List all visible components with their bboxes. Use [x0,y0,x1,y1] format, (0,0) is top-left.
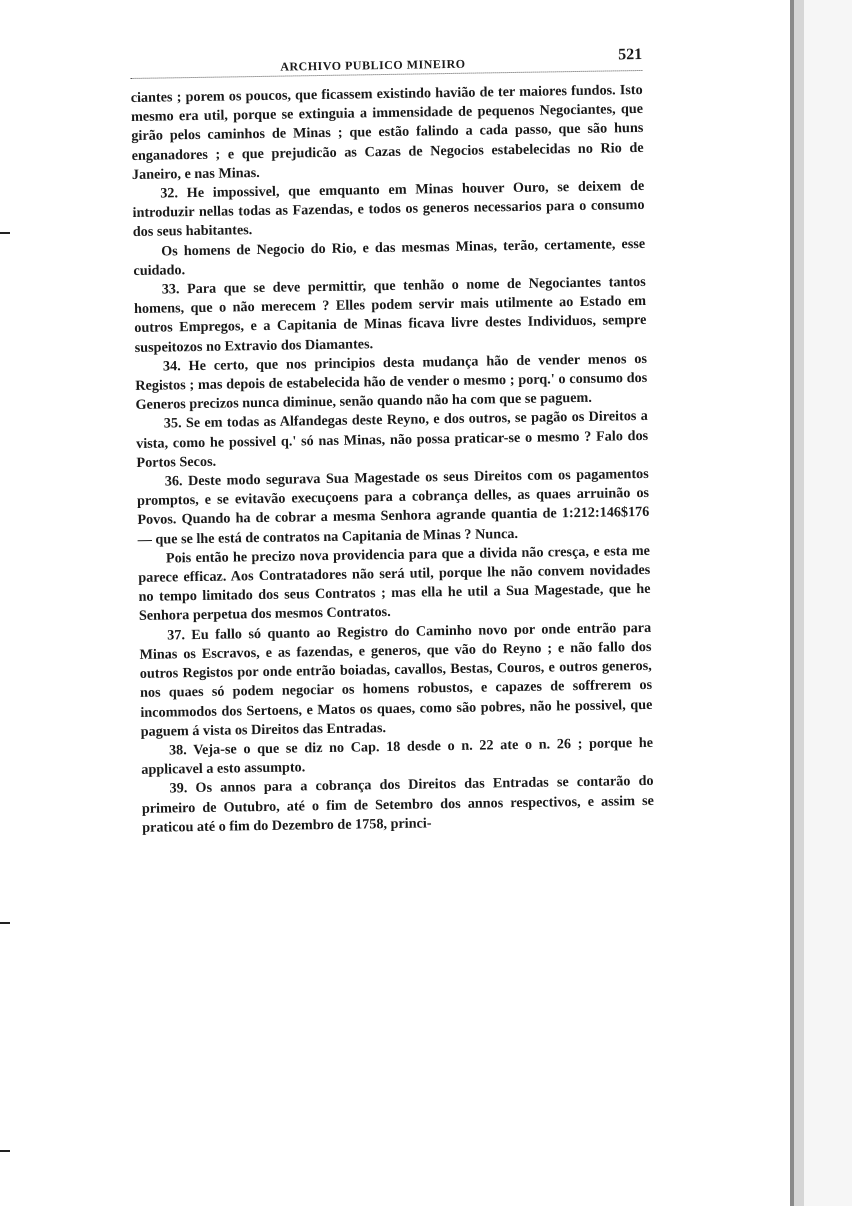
paragraph: 34. He certo, que nos principios desta mudança hão de vender menos os Registos ; mas depois de estabelecida hão de vender o mesmo ; porq.' o consumo dos Generos precizos nunca diminue, senão quando não ha com que se paguem. [135,350,648,414]
document-page [130,42,654,838]
running-header [130,42,642,79]
paragraph: 38. Veja-se o que se diz no Cap. 18 desde o n. 22 ate o n. 26 ; porque he applicavel a esto assumpto. [141,734,654,779]
paragraph: 35. Se em todas as Alfandegas deste Reyno, e dos outros, se pagão os Direitos a vista, como he possivel q.' só nas Minas, não possa praticar-se o mesmo ? Falo dos Portos Secos. [136,408,649,471]
scan-margin [804,0,852,1206]
paragraph: 39. Os annos para a cobrança dos Direitos das Entradas se contarão do primeiro de Outubro, até o fim de Setembro dos annos respectivos, e assim se praticou até o fim do Dezembro de 1758, princi- [141,773,654,836]
margin-mark [0,1150,10,1152]
paragraph: Os homens de Negocio do Rio, e das mesmas Minas, terão, certamente, esse cuidado. [133,235,646,279]
paragraph: 37. Eu fallo só quanto ao Registro do Caminho novo por onde entrão para Minas os Escravos, e as fazendas, e generos, que vão do Reyno ; e não fallo dos outros Registos por onde entrão boiadas, cavallos, Bestas, Couros, e outros generos, nos quaes só podem negociar os homens robustos, e capazes de soffrerem os incommodos dos Sertoens, e Matos os quaes, como são pobres, não he possivel, que paguem á vista os Direitos das Entradas. [139,619,653,740]
paragraph: Pois então he precizo nova providencia para que a divida não cresça, e esta me parece efficaz. Aos Contratadores não será util, porque lhe não convem novidades no tempo limitado dos seus Contratos ; mas ella he util a Sua Magestade, que he Senhora perpetua dos mesmos Contratos. [138,542,651,625]
scan-binding-edge [790,0,794,1206]
paragraph: ciantes ; porem os poucos, que ficassem existindo havião de ter maiores fundos. Isto mesmo era util, porque se extinguia a immensidade de pequenos Negociantes, que girão pelos caminhos de Minas ; que estão falindo a cada passo, que são huns enganadores ; e que prejudicão as Cazas de Negocios estabelecidas no Rio de Janeiro, e nas Minas. [130,81,644,183]
paragraph: 33. Para que se deve permittir, que tenhão o nome de Negociantes tantos homens, que o não merecem ? Elles podem servir mais utilmente ao Estado em outros Empregos, e a Capitania de Minas ficava livre destes Individuos, sempre suspeitozos no Extravio dos Diamantes. [133,273,647,356]
page-number: 521 [618,45,643,64]
margin-mark [0,232,10,234]
margin-mark [0,922,10,924]
running-title: ARCHIVO PUBLICO MINEIRO [280,56,466,74]
paragraph: 32. He impossivel, que emquanto em Minas houver Ouro, se deixem de introduzir nellas todas as Fazendas, e todos os generos necessarios para o consumo dos seus habitantes. [132,177,645,241]
paragraph: 36. Deste modo segurava Sua Magestade os seus Direitos com os pagamentos promptos, e se evitavão execuçoens para a cobrança delles, as quaes arruinão os Povos. Quando ha de cobrar a mesma Senhora agrande quantia de 1:212:146$176 — que se lhe está de contratos na Capitania de Minas ? Nunca. [136,465,650,548]
